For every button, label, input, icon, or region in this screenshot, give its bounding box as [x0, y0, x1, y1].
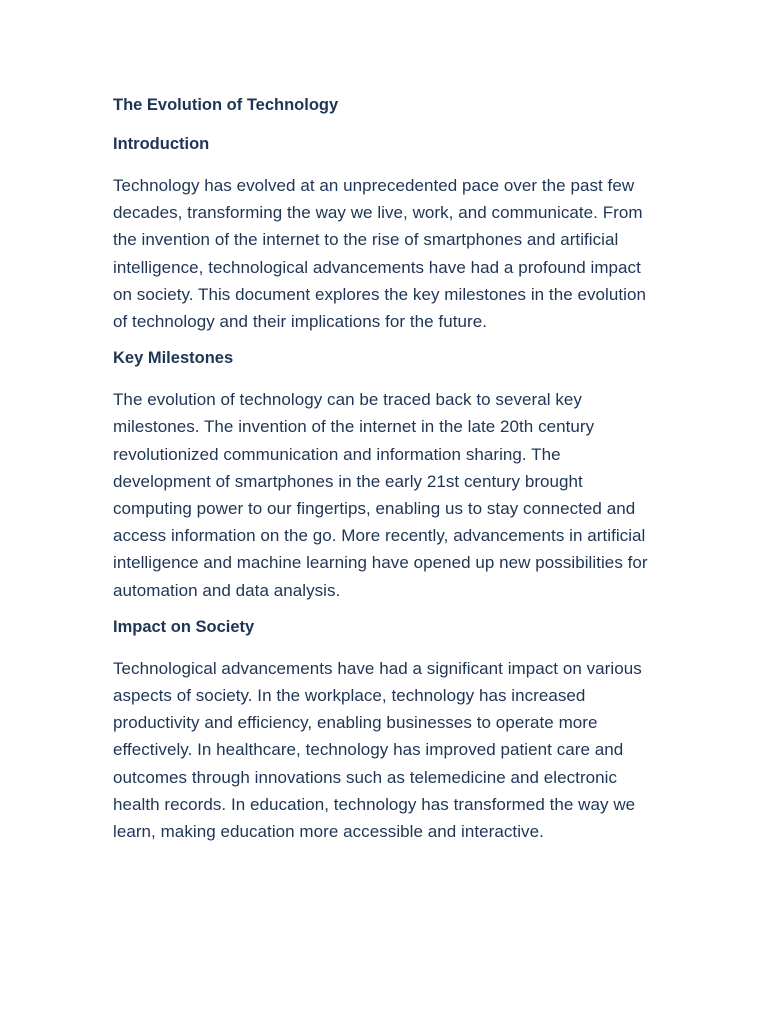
section-body-impact-on-society: Technological advancements have had a significant impact on various aspects of society. In the workplace, technology has increased productivity and efficiency, enabling businesses to operate more effectively. In healthcare, technology has improved patient care and outcomes through innovations such as telemedicine and electronic health records. In education, technology has transformed the way we learn, making education more accessible and interactive.: [113, 658, 642, 842]
section-body-key-milestones: The evolution of technology can be traced back to several key milestones. The invention of the internet in the late 20th century revolutionized communication and information sharing. The development of smartphones in the early 21st century brought computing power to our fingertips, enabling us to stay connected and access information on the go. More recently, advancements in artificial intelligence and machine learning have opened up new possibilities for automation and data analysis.: [113, 390, 648, 600]
document-title: The Evolution of Technology: [113, 96, 339, 114]
document-page: [113, 94, 661, 857]
section-body-introduction: Technology has evolved at an unprecedented pace over the past few decades, transforming the way we live, work, and communicate. From the invention of the internet to the rise of smartphones and artificial intelligence, technological advancements have had a profound impact on society. This document explores the key milestones in the evolution of technology and their implications for the future.: [113, 176, 646, 332]
section-heading-impact-on-society: Impact on Society: [113, 617, 255, 636]
section-heading-introduction: Introduction: [113, 135, 210, 153]
section-heading-key-milestones: Key Milestones: [113, 349, 234, 368]
